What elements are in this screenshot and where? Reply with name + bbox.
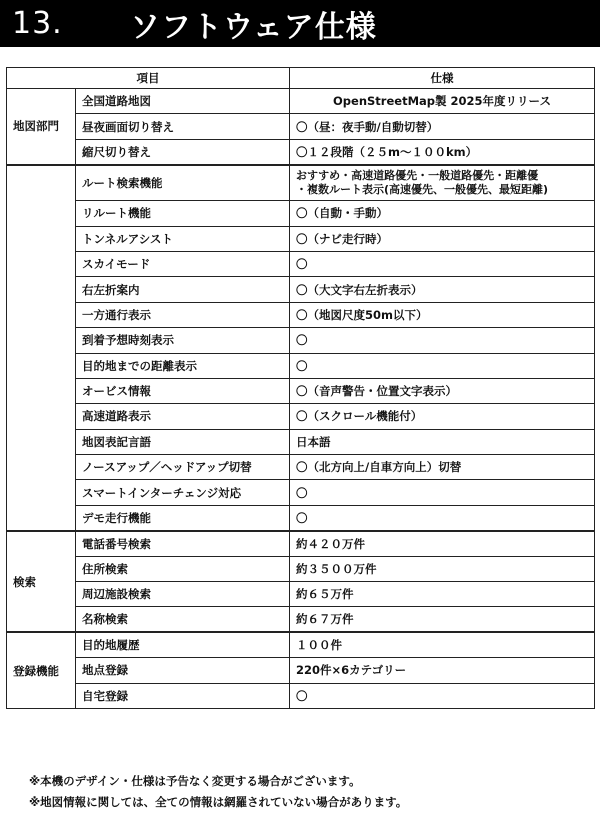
item-cell: 全国道路地図 — [76, 89, 290, 114]
item-cell: スマートインターチェンジ対応 — [76, 480, 290, 505]
value-cell: 〇１２段階（２５m～１００km） — [290, 139, 595, 164]
category-cell: 地図部門 — [7, 89, 76, 165]
table-row — [7, 302, 595, 327]
item-cell: ノースアップ／ヘッドアップ切替 — [76, 455, 290, 480]
value-cell: 220件×6カテゴリー — [290, 658, 595, 683]
section-title: ソフトウェア仕様 — [130, 9, 377, 45]
table-row — [7, 201, 595, 226]
item-cell: 周辺施設検索 — [76, 582, 290, 607]
item-cell: 目的地までの距離表示 — [76, 353, 290, 378]
item-cell: リルート機能 — [76, 201, 290, 226]
header-spec: 仕様 — [290, 68, 595, 89]
item-cell: 縮尺切り替え — [76, 139, 290, 164]
value-cell: 日本語 — [290, 429, 595, 454]
table-row — [7, 165, 595, 201]
table-row — [7, 429, 595, 454]
item-cell: 電話番号検索 — [76, 531, 290, 556]
table-row — [7, 658, 595, 683]
table-row — [7, 251, 595, 276]
table-row — [7, 328, 595, 353]
table-row — [7, 114, 595, 139]
footnotes — [29, 771, 407, 813]
spec-table — [6, 67, 595, 709]
table-row — [7, 89, 595, 114]
value-cell: 約６５万件 — [290, 582, 595, 607]
section-number: 13. — [12, 6, 63, 41]
table-row — [7, 582, 595, 607]
item-cell: 自宅登録 — [76, 683, 290, 708]
value-cell: 〇 — [290, 251, 595, 276]
item-cell: 高速道路表示 — [76, 404, 290, 429]
header-item: 項目 — [7, 68, 290, 89]
item-cell: スカイモード — [76, 251, 290, 276]
table-row — [7, 378, 595, 403]
value-cell: 〇 — [290, 683, 595, 708]
category-cell: 検索 — [7, 531, 76, 633]
table-row — [7, 226, 595, 251]
value-cell: 約４２０万件 — [290, 531, 595, 556]
spec-table-body — [7, 89, 595, 709]
item-cell: 一方通行表示 — [76, 302, 290, 327]
value-cell: 〇（昼：夜手動/自動切替） — [290, 114, 595, 139]
table-row — [7, 404, 595, 429]
value-cell: 〇（北方向上/自車方向上）切替 — [290, 455, 595, 480]
item-cell: トンネルアシスト — [76, 226, 290, 251]
item-cell: 名称検索 — [76, 607, 290, 632]
table-row — [7, 353, 595, 378]
table-header-row — [7, 68, 595, 89]
item-cell: オービス情報 — [76, 378, 290, 403]
value-cell: 〇 — [290, 480, 595, 505]
value-cell: OpenStreetMap製 2025年度リリース — [290, 89, 595, 114]
table-row — [7, 455, 595, 480]
value-cell: おすすめ・高速道路優先・一般道路優先・距離優 ・複数ルート表示(高速優先、一般優先、最短距離) — [290, 165, 595, 201]
value-cell: 〇（自動・手動） — [290, 201, 595, 226]
value-cell: 約３５００万件 — [290, 556, 595, 581]
value-cell: 〇（大文字右左折表示） — [290, 277, 595, 302]
table-row — [7, 277, 595, 302]
table-row — [7, 531, 595, 556]
value-cell: 〇 — [290, 505, 595, 530]
table-row — [7, 632, 595, 657]
item-cell: 昼夜画面切り替え — [76, 114, 290, 139]
category-cell: 登録機能 — [7, 632, 76, 708]
value-cell: 〇（音声警告・位置文字表示） — [290, 378, 595, 403]
item-cell: 住所検索 — [76, 556, 290, 581]
value-cell: 〇（地図尺度50m以下） — [290, 302, 595, 327]
category-cell — [7, 165, 76, 531]
value-cell: 〇 — [290, 353, 595, 378]
value-cell: 約６７万件 — [290, 607, 595, 632]
item-cell: 目的地履歴 — [76, 632, 290, 657]
value-cell: １００件 — [290, 632, 595, 657]
table-row — [7, 607, 595, 632]
value-cell: 〇 — [290, 328, 595, 353]
footnote: ※地図情報に関しては、全ての情報は網羅されていない場合があります。 — [29, 795, 408, 809]
item-cell: 地図表記言語 — [76, 429, 290, 454]
item-cell: 地点登録 — [76, 658, 290, 683]
table-row — [7, 139, 595, 164]
footnote: ※本機のデザイン・仕様は予告なく変更する場合がございます。 — [29, 774, 361, 788]
item-cell: デモ走行機能 — [76, 505, 290, 530]
value-cell: 〇（スクロール機能付） — [290, 404, 595, 429]
item-cell: 右左折案内 — [76, 277, 290, 302]
item-cell: 到着予想時刻表示 — [76, 328, 290, 353]
table-row — [7, 480, 595, 505]
table-row — [7, 505, 595, 530]
table-row — [7, 683, 595, 708]
value-cell: 〇（ナビ走行時） — [290, 226, 595, 251]
section-header — [0, 0, 600, 47]
table-row — [7, 556, 595, 581]
item-cell: ルート検索機能 — [76, 165, 290, 201]
